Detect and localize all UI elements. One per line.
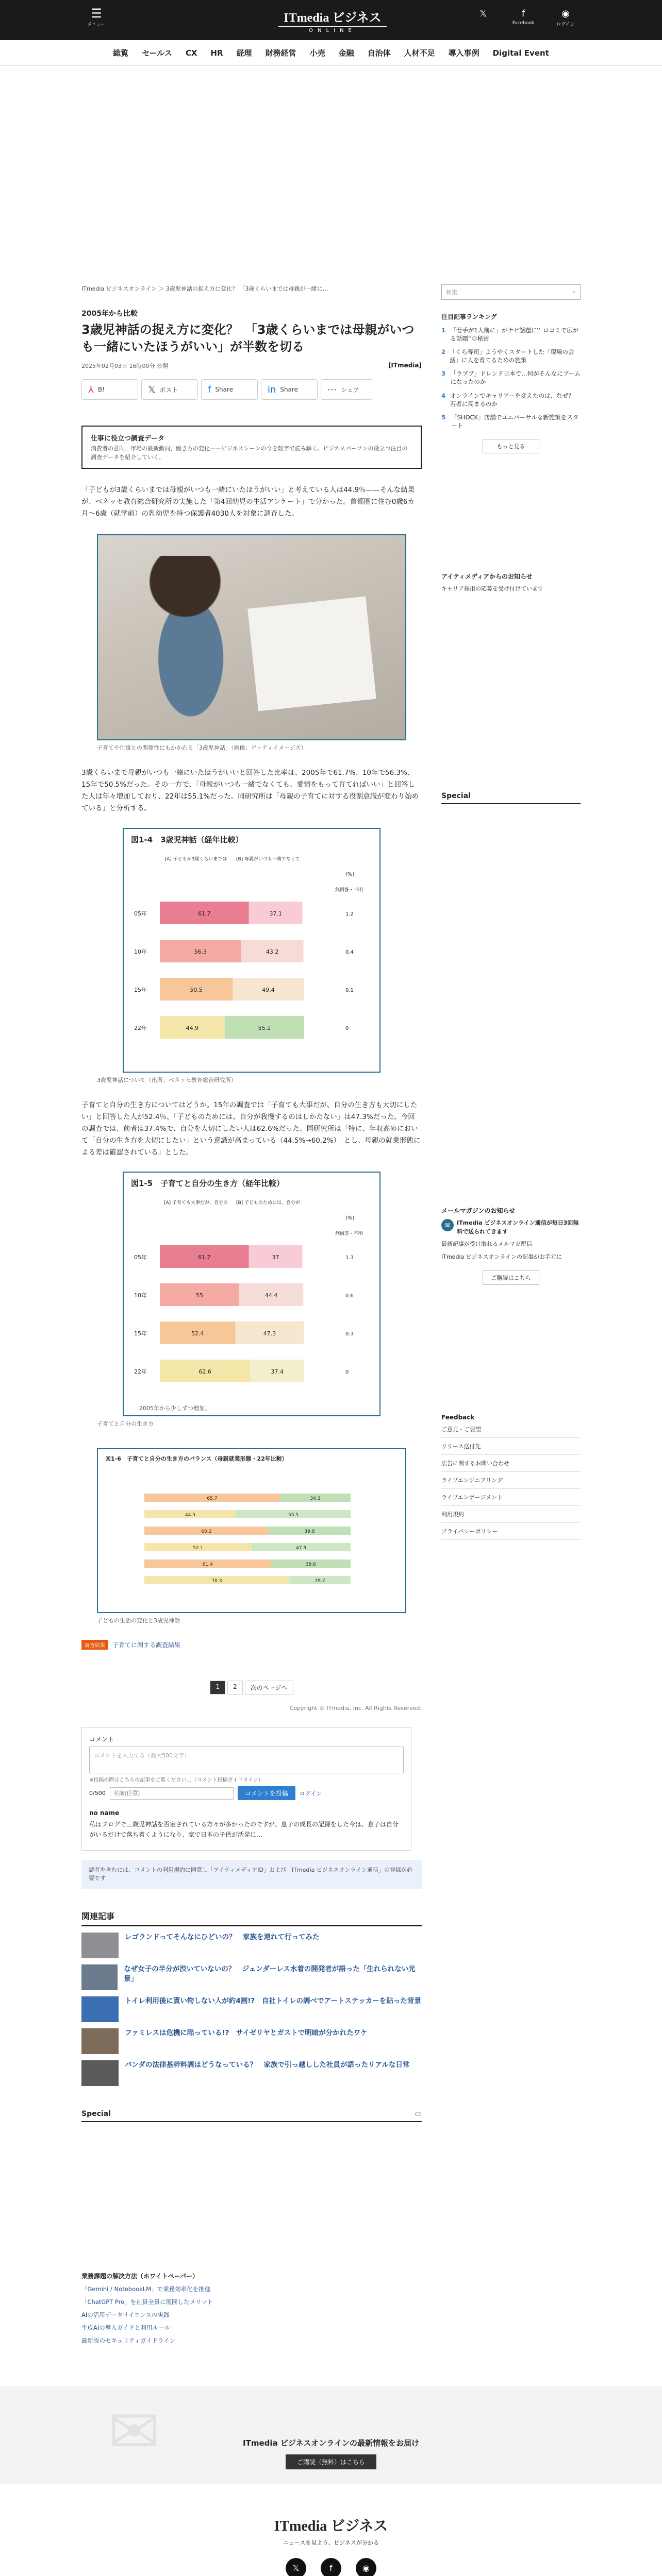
list-item[interactable]: 最新版のセキュリティガイドライン xyxy=(81,2336,176,2344)
value-label-b: 38.6 xyxy=(305,1562,316,1568)
unit-label: (%) xyxy=(345,871,355,877)
value-label-a: 61.4 xyxy=(202,1562,213,1568)
list-item[interactable]: なぜ女子の半分が渋いていないの？ ジェンダーレス水着の開発者が語った「生れられない光景」 xyxy=(81,1964,422,1990)
nav-item[interactable]: 金融 xyxy=(338,48,354,58)
comment-input[interactable]: コメントを入力する（最大500文字） xyxy=(89,1747,404,1773)
user-icon[interactable]: ◉ xyxy=(356,2558,376,2576)
sidebar xyxy=(441,231,581,2122)
chart-title: 図1-4 3歳児神話（経年比較） xyxy=(131,835,243,844)
comment-user: no name xyxy=(89,1809,120,1817)
nav-item[interactable]: Digital Event xyxy=(492,48,549,58)
list-item[interactable]: トイレ利用後に貰い物しない人が約4割!? 自社トイレの調べでアートステッカーを貼った背景 xyxy=(81,1996,422,2022)
mail-magazine: メールマガジンのお知らせ ✉ ITmedia ビジネスオンライン通信が毎日3回無料で送られてきます 最新記事が受け取れるメルマガ配信 ITmedia ビジネスオンラインの記事がお手元に ご購読はこちら xyxy=(441,1206,581,1285)
special-section: Special ▭ xyxy=(81,2107,422,2122)
menu-button[interactable]: ☰ メニュー xyxy=(84,6,109,27)
chart-svg xyxy=(124,845,379,1072)
category-label: 22年 xyxy=(134,1368,147,1376)
article-title: 3歳児神話の捉え方に変化？ 「3歳くらいまでは母親がいつも一緒にいたほうがいい」が半数を切る xyxy=(81,323,415,354)
article-source: [ITmedia] xyxy=(388,362,422,369)
more-button[interactable]: もっと見る xyxy=(483,439,539,453)
breadcrumb[interactable]: ITmedia ビジネスオンライン ＞ 3歳児神話の捉え方に変化？ 「3歳くらいまでは母親が一緒に… xyxy=(81,285,328,292)
nav-item[interactable]: セールス xyxy=(142,48,172,58)
comment-box xyxy=(81,1727,411,1850)
value-label-b: 37.4 xyxy=(271,1368,284,1376)
paragraph: 子育てと自分の生き方についてはどうか。15年の調査では「子育ても大事だが、自分の生き方も大切にしたい」と回答した人が52.4％、「子どものためには、自分が我慢するのはしかたない」は47.3%だった。今回の調査では、前者は37.4%で、自分を大切にしたい人は62.6%だった。同研究所は「特に、年収高めにおいて「自分の生き方を大切にしたい」という意識が高まっている（44.5%→60.2%）」とし、母親の就業形態による差は確認されている」とした。 xyxy=(81,1100,421,1157)
link-text[interactable]: 子育てに関する調査結果 xyxy=(112,1641,181,1649)
list-item[interactable]: プライバシーポリシー xyxy=(441,1523,581,1540)
article-photo xyxy=(97,534,406,740)
value-label-a: 61.7 xyxy=(198,1254,211,1261)
copyright: Copyright © ITmedia, Inc. All Rights Reserved. xyxy=(289,1705,422,1712)
nav-item[interactable]: 小売 xyxy=(309,48,325,58)
diff-value: 0.3 xyxy=(345,1331,354,1337)
value-label-b: 37 xyxy=(272,1254,279,1261)
value-label-a: 55 xyxy=(196,1292,203,1299)
comment-count: 0/500 xyxy=(89,1790,106,1797)
name-field[interactable] xyxy=(110,1787,234,1800)
category-label: 15年 xyxy=(134,1330,147,1337)
value-label-b: 37.1 xyxy=(269,910,282,917)
category-label: 22年 xyxy=(134,1024,147,1031)
diff-value: 0.4 xyxy=(345,949,354,955)
chart-note: 2005年から少しずつ増加。 xyxy=(139,1405,210,1412)
value-label-b: 47.9 xyxy=(296,1546,307,1551)
x-share-button[interactable]: 𝕏 ポスト xyxy=(141,379,198,400)
diff-value: 0 xyxy=(345,1025,349,1031)
comment-text: 私はブログで三歳児神話を否定されている方々が多かったのですが、息子の成長の記録をした今は、息子は自分がいるだけで落ち着くようになり、家で日本の子供が活発に… xyxy=(89,1821,399,1838)
legend-a: [A] 子どもが3歳くらいまでは xyxy=(164,856,227,862)
chart-caption: 子育てと自分の生き方 xyxy=(97,1420,154,1428)
comment-rule: ※投稿の際はこちらの記事をご覧ください…（コメント投稿ガイドライン） xyxy=(89,1777,263,1784)
newsletter-button[interactable]: ご購読（無料）はこちら xyxy=(286,2454,376,2469)
value-label-a: 56.3 xyxy=(194,948,207,955)
article-kicker: 2005年から比較 xyxy=(81,310,138,318)
ranking-title: 注目記事ランキング xyxy=(441,313,497,320)
facebook-icon: f xyxy=(208,384,211,395)
legend-b: [B] 子どものためには、自分が xyxy=(236,1200,301,1206)
footer: ITmedia ビジネス ニュースを見よう、ビジネスが分かる 𝕏 f ◉ xyxy=(0,2484,662,2576)
series-note: 仕事に役立つ調査データ 消費者の意向、市場の最新動向、働き方の変化——ビジネスシーンの今を数字で読み解く。ビジネスパーソンの役立つ注目の調査データを紹介していく。 xyxy=(81,426,422,469)
search-input[interactable]: 検索 ⌕ xyxy=(441,284,581,300)
value-label-b: 44.4 xyxy=(264,1292,278,1299)
thumbnail xyxy=(81,1933,119,1958)
more-share-button[interactable]: ⋯ シェア xyxy=(321,379,372,400)
comment-notice: 読者を含むには、コメントの利用規約に同意し「アイティメディアID」および「ITmedia ビジネスオンライン通信」の登録が必要です xyxy=(81,1860,422,1889)
subscribe-button[interactable]: ご購読はこちら xyxy=(483,1270,539,1285)
value-label-b: 49.4 xyxy=(262,986,275,993)
nav-item[interactable]: 経理 xyxy=(236,48,252,58)
list-item[interactable]: レゴランドってそんなにひどいの？ 家族を連れて行ってみた xyxy=(81,1933,422,1958)
x-button[interactable] xyxy=(467,7,499,21)
sidebar-special: Special xyxy=(441,789,581,804)
facebook-icon[interactable]: f xyxy=(321,2558,341,2576)
ranking-item[interactable]: 5 「SHOCK」店舗でユニバーサルな新施策をスタート xyxy=(441,413,579,429)
facebook-icon: f xyxy=(521,8,525,19)
thumbnail xyxy=(81,2060,119,2086)
search-icon[interactable]: ⌕ xyxy=(572,289,576,295)
value-label-a: 44.5 xyxy=(185,1513,196,1518)
nav-item[interactable]: 導入事例 xyxy=(448,48,479,58)
next-page-button[interactable]: 次のページへ xyxy=(245,1681,293,1694)
chart-svg xyxy=(124,1189,379,1415)
list-item[interactable]: ライブエンジニアリング xyxy=(441,1472,581,1489)
site-header xyxy=(0,0,662,40)
chart-2 xyxy=(123,1172,380,1416)
article-column xyxy=(81,231,422,2122)
value-label-a: 70.3 xyxy=(211,1579,222,1584)
diff-value: 0.1 xyxy=(345,987,354,993)
nav-item[interactable]: 自治体 xyxy=(367,48,391,58)
value-label-a: 62.6 xyxy=(198,1368,211,1376)
thumbnail xyxy=(81,1996,119,2022)
value-label-a: 65.7 xyxy=(207,1496,218,1502)
value-label-b: 43.2 xyxy=(266,948,279,955)
paragraph: 3歳くらいまで母親がいつも一緒にいたほうがいいと回答した比率は、2005年で61.7%、10年で56.3%、15年で50.5%だった。その一方で、「母親がいつも一緒でなくても、愛情をもって育てればいい」と回答した人は年々増加しており、22年は55.1%だった。同研究所は「母親の子育てに対する役割意識が変わり始めている」と分析する。 xyxy=(81,769,419,812)
user-icon: ◉ xyxy=(561,8,570,19)
hatena-share-button[interactable]: ⅄ B! xyxy=(81,379,138,400)
value-label-a: 60.2 xyxy=(201,1529,212,1535)
chevron-icon[interactable]: ▭ xyxy=(415,2109,422,2118)
chart-caption: 3歳児神話について（出所：ベネッセ教育総合研究所） xyxy=(97,1076,237,1083)
value-label-b: 47.3 xyxy=(263,1330,276,1337)
diff-value: 0.6 xyxy=(345,1293,354,1299)
value-label-b: 39.8 xyxy=(304,1529,315,1535)
list-item[interactable]: AIの活用データサイエンスの実践 xyxy=(81,2311,170,2318)
login-button[interactable]: ◉ ログイン xyxy=(550,7,582,27)
company-notice: アイティメディアからのお知らせ キャリア採用の応募を受け付けています xyxy=(441,572,543,592)
feedback-links: Feedback ご意見・ご要望 リリース送付先 広告に関するお問い合わせ ライブエンジニアリング ライブエンゲージメント 利用規約 プライバシーポリシー xyxy=(441,1414,581,1540)
ad-space xyxy=(0,66,662,231)
comment-label: コメント xyxy=(89,1736,114,1743)
link-tag: 調査結果 xyxy=(81,1640,108,1650)
share-icon: ⋯ xyxy=(327,384,337,395)
submit-comment-button[interactable]: コメントを投稿 xyxy=(238,1786,295,1800)
category-label: 15年 xyxy=(134,986,147,993)
chart-svg xyxy=(98,1463,405,1612)
nav-item[interactable]: 総覧 xyxy=(113,48,129,58)
list-item[interactable]: 「ChatGPT Pro」を社員全員に展開したメリット xyxy=(81,2298,213,2306)
list-item[interactable]: 生成AIの導入ガイドと利用ルール xyxy=(81,2324,170,2331)
list-item[interactable]: 利用規約 xyxy=(441,1506,581,1523)
value-label-b: 55.5 xyxy=(288,1513,299,1518)
ranking-item[interactable]: 4 オンラインでキャリアーを変えたのは、なぜ？ 若者に高まるのか xyxy=(441,392,581,408)
value-label-a: 52.1 xyxy=(193,1546,204,1551)
nav-item[interactable]: CX xyxy=(185,48,197,58)
facebook-share-button[interactable]: f Share xyxy=(201,379,258,400)
list-item[interactable]: 「Gemini / NotebookLM」で業務効率化を推進 xyxy=(81,2285,211,2293)
category-label: 10年 xyxy=(134,948,147,955)
diff-value: 1.2 xyxy=(345,911,354,917)
related-link[interactable] xyxy=(81,1640,422,1650)
nav-item[interactable]: 人材不足 xyxy=(404,48,435,58)
thumbnail xyxy=(81,1964,118,1990)
category-label: 10年 xyxy=(134,1292,147,1299)
value-label-a: 52.4 xyxy=(191,1330,204,1337)
global-nav xyxy=(0,40,662,66)
ranking-item[interactable]: 3 「ラブブ」ドレンド日本で…何がそんなにブームになったのか xyxy=(441,370,581,386)
legend-a: [A] 子育ても大事だが、自分の xyxy=(163,1200,228,1206)
page-2[interactable]: 2 xyxy=(227,1681,243,1694)
value-label-b: 55.1 xyxy=(258,1024,271,1031)
publish-date: 2025年02月03日 16時00分 公開 xyxy=(81,363,168,370)
ranking xyxy=(441,312,581,453)
category-label: 05年 xyxy=(134,910,147,917)
linkedin-icon: in xyxy=(268,384,276,395)
legend-b: [B] 母親がいつも一緒でなくて xyxy=(236,856,301,862)
nav-item[interactable]: 財務経営 xyxy=(265,48,296,58)
diff-label: 無回答・不明 xyxy=(335,1231,363,1237)
hatena-icon: ⅄ xyxy=(88,384,94,395)
value-label-a: 50.5 xyxy=(190,986,203,993)
ranking-item[interactable]: 1 「若手が1人前に」がナゼ話題に？ロコミで広がる話題“の秘密 xyxy=(441,327,578,343)
dateline xyxy=(81,362,422,370)
diff-label: 無回答・不明 xyxy=(335,887,363,893)
list-item[interactable]: リリース送付先 xyxy=(441,1438,581,1455)
chart-caption: 子どもの生活の変化と3歳児神話 xyxy=(97,1617,180,1624)
chart-title: 図1-6 子育てと自分の生き方のバランス（母親就業形態・22年比較） xyxy=(105,1455,288,1463)
photo-caption: 子育てや仕事との関係性にもかかわる「3歳児神話」（画像：ゲッティイメージズ） xyxy=(97,744,307,752)
nav-item[interactable]: HR xyxy=(210,48,223,58)
value-label-b: 34.3 xyxy=(310,1496,321,1502)
hamburger-icon: ☰ xyxy=(91,6,102,21)
list-item[interactable]: 広告に関するお問い合わせ xyxy=(441,1455,581,1472)
x-icon: 𝕏 xyxy=(479,8,487,19)
newsletter-band: ✉ ITmedia ビジネスオンラインの最新情報をお届け ご購読（無料）はこちら xyxy=(0,2386,662,2484)
ranking-item[interactable]: 2 「くら寿司」ようやくスタートした「現場の会話」に人を育てるための施策 xyxy=(441,348,574,364)
value-label-b: 29.7 xyxy=(315,1579,325,1584)
linkedin-share-button[interactable]: in Share xyxy=(261,379,318,400)
x-icon: 𝕏 xyxy=(148,384,156,395)
list-item[interactable]: ファミレスは危機に陥っている!? サイゼリヤとガストで明暗が分かれたワケ xyxy=(81,2028,422,2054)
unit-label: (%) xyxy=(345,1215,355,1222)
x-icon[interactable]: 𝕏 xyxy=(286,2558,306,2576)
related-heading: 関連記事 xyxy=(81,1910,422,1926)
value-label-a: 44.9 xyxy=(186,1024,199,1031)
share-bar xyxy=(81,379,422,400)
mail-icon: ✉ xyxy=(441,1219,454,1231)
chart-1 xyxy=(123,828,380,1073)
list-item[interactable]: バンダの法律基幹料調はどうなっている？ 家族で引っ越しした社員が語ったリアルな日常 xyxy=(81,2060,422,2086)
paragraph: 「子どもが3歳くらいまでは母親がいつも一緒にいたほうがいい」と考えている人は44.9％——そんな結果が、ベネッセ教育総合研究所の実施した「第4回幼児の生活アンケート」で分かった。首都圏に住む0歳6カ月〜6歳（就学前）の乳幼児を持つ保護者4030人を対象に調査した。 xyxy=(81,486,415,518)
related-articles xyxy=(81,1910,422,2086)
chart-3 xyxy=(97,1448,406,1613)
list-item[interactable]: ご意見・ご要望 xyxy=(441,1421,581,1438)
whitepaper-list: 業務課題の解決方法（ホワイトペーパー） 「Gemini / NotebookLM」で業務効率化を推進 「ChatGPT Pro」を社員全員に展開したメリット AIの活用データサイエンスの実践 生成AIの導入ガイドと利用ルール 最新版のセキュリティガイドライン xyxy=(81,2272,422,2345)
diff-value: 1.3 xyxy=(345,1255,354,1261)
category-label: 05年 xyxy=(134,1254,147,1261)
thumbnail xyxy=(81,2028,119,2054)
footer-logo[interactable]: ITmedia ビジネス xyxy=(274,2518,388,2534)
facebook-button[interactable]: f Facebook xyxy=(507,7,539,26)
page-1[interactable]: 1 xyxy=(210,1681,225,1694)
site-logo[interactable]: ITmedia ビジネス ONLINE xyxy=(278,7,387,33)
login-link[interactable]: ログイン xyxy=(299,1790,322,1797)
value-label-a: 61.7 xyxy=(198,910,211,917)
chart-title: 図1-5 子育てと自分の生き方（経年比較） xyxy=(131,1179,285,1189)
list-item[interactable]: ライブエンゲージメント xyxy=(441,1489,581,1506)
diff-value: 0 xyxy=(345,1369,349,1376)
envelope-icon: ✉ xyxy=(108,2396,160,2468)
pagination xyxy=(81,1681,422,1694)
